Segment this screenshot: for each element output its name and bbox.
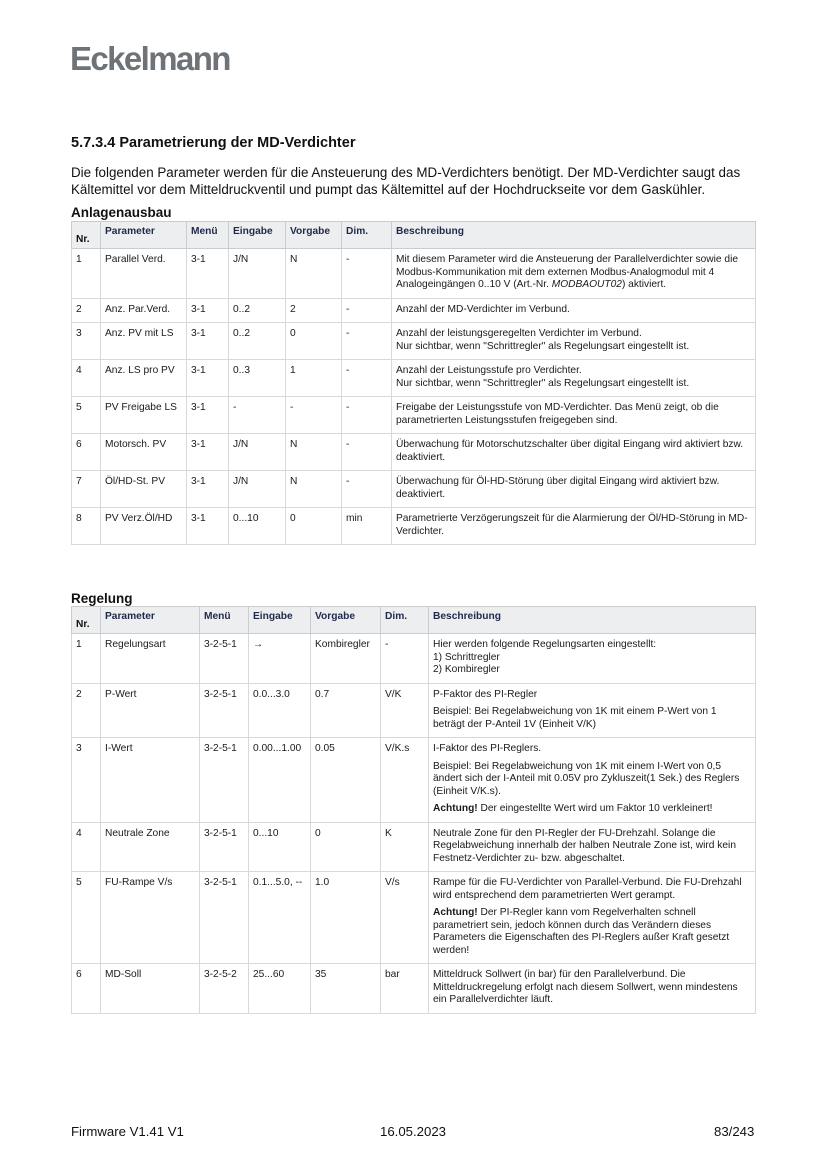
cell-dim: V/s: [381, 872, 429, 964]
anlagenausbau-table: [71, 221, 756, 545]
cell-default: 2: [286, 298, 342, 323]
warning-label: Achtung!: [433, 803, 478, 814]
cell-dim: -: [381, 634, 429, 684]
cell-description: [392, 397, 756, 434]
description-paragraph: [433, 743, 751, 756]
cell-input: J/N: [229, 249, 286, 299]
cell-menu: 3-2-5-1: [200, 822, 249, 872]
footer-page-number: 83/243: [714, 1124, 755, 1139]
header-parameter: Parameter: [101, 222, 187, 249]
description-text: Freigabe der Leistungsstufe von MD-Verdichter. Das Menü zeigt, ob die parametrierten Leistungsstufen freigegeben sind.: [396, 402, 719, 426]
header-menu: Menü: [187, 222, 229, 249]
cell-parameter: Öl/HD-St. PV: [101, 471, 187, 508]
description-text: Rampe für die FU-Verdichter von Parallel-Verbund. Die FU-Drehzahl wird entsprechend dem parametrierten Wert gerampt.: [433, 877, 742, 901]
header-parameter: Parameter: [101, 607, 200, 634]
cell-menu: 3-1: [187, 508, 229, 545]
cell-description: [429, 683, 756, 738]
cell-input: 0.0...3.0: [249, 683, 311, 738]
cell-dim: -: [342, 434, 392, 471]
cell-dim: -: [342, 298, 392, 323]
cell-dim: -: [342, 471, 392, 508]
cell-parameter: Anz. Par.Verd.: [101, 298, 187, 323]
cell-dim: V/K: [381, 683, 429, 738]
header-nr: Nr.: [72, 607, 101, 634]
company-logo: Eckelmann: [70, 40, 230, 77]
description-text: Anzahl der Leistungsstufe pro Verdichter. Nur sichtbar, wenn "Schrittregler" als Regelungsart eingestellt ist.: [396, 365, 690, 389]
description-text: Beispiel: Bei Regelabweichung von 1K mit einem P-Wert von 1 beträgt der P-Anteil 1V (Einheit V/K): [433, 706, 717, 730]
cell-dim: -: [342, 249, 392, 299]
cell-menu: 3-2-5-1: [200, 872, 249, 964]
cell-input: 0.1...5.0, --: [249, 872, 311, 964]
cell-parameter: I-Wert: [101, 738, 200, 823]
description-text: Parametrierte Verzögerungszeit für die Alarmierung der Öl/HD-Störung in MD-Verdichter.: [396, 513, 748, 537]
cell-menu: 3-1: [187, 397, 229, 434]
description-paragraph: [433, 639, 751, 677]
cell-nr: 4: [72, 360, 101, 397]
cell-parameter: Anz. LS pro PV: [101, 360, 187, 397]
header-dim: Dim.: [342, 222, 392, 249]
cell-parameter: Parallel Verd.: [101, 249, 187, 299]
cell-dim: min: [342, 508, 392, 545]
cell-dim: bar: [381, 964, 429, 1014]
cell-parameter: P-Wert: [101, 683, 200, 738]
cell-default: -: [286, 397, 342, 434]
table-row: [72, 822, 756, 872]
cell-nr: 6: [72, 434, 101, 471]
cell-menu: 3-2-5-1: [200, 738, 249, 823]
header-description: Beschreibung: [392, 222, 756, 249]
cell-default: 0.7: [311, 683, 381, 738]
description-paragraph: [433, 803, 751, 816]
table-row: [72, 249, 756, 299]
cell-input: 0.00...1.00: [249, 738, 311, 823]
cell-parameter: Motorsch. PV: [101, 434, 187, 471]
table-row: [72, 872, 756, 964]
cell-parameter: Neutrale Zone: [101, 822, 200, 872]
regelung-table: [71, 606, 756, 1014]
header-menu: Menü: [200, 607, 249, 634]
table-row: [72, 471, 756, 508]
warning-label: Achtung!: [433, 907, 478, 918]
description-paragraph: [396, 476, 751, 501]
description-paragraph: [396, 402, 751, 427]
header-dim: Dim.: [381, 607, 429, 634]
header-input: Eingabe: [249, 607, 311, 634]
description-paragraph: [396, 304, 751, 317]
description-text: Beispiel: Bei Regelabweichung von 1K mit einem I-Wert von 0,5 ändert sich der I-Anteil mit 0.05V pro Zykluszeit(1 Sek.) des Reglers (Einheit V/K.s).: [433, 760, 740, 797]
description-paragraph: [396, 365, 751, 390]
cell-input: 0...10: [249, 822, 311, 872]
cell-menu: 3-2-5-2: [200, 964, 249, 1014]
cell-description: [392, 508, 756, 545]
cell-nr: 7: [72, 471, 101, 508]
cell-input: →: [249, 634, 311, 684]
description-paragraph: [433, 828, 751, 866]
cell-description: [429, 872, 756, 964]
cell-default: N: [286, 249, 342, 299]
cell-input: J/N: [229, 471, 286, 508]
description-text: Neutrale Zone für den PI-Regler der FU-Drehzahl. Solange die Regelabweichung innerhalb der halben Neutrale Zone ist, wird kein Festnetz-Verdichter zu- bzw. abgeschaltet.: [433, 827, 736, 864]
cell-nr: 3: [72, 738, 101, 823]
cell-parameter: FU-Rampe V/s: [101, 872, 200, 964]
table-row: [72, 298, 756, 323]
cell-description: [392, 323, 756, 360]
section-heading: 5.7.3.4 Parametrierung der MD-Verdichter: [71, 135, 356, 151]
description-text: Der PI-Regler kann vom Regelverhalten schnell parametriert sein, jedoch können durch das Verändern dieses Parameters die Eigenschaften des PI-Reglers außer Kraft gesetzt werden!: [433, 907, 730, 956]
cell-input: J/N: [229, 434, 286, 471]
cell-dim: K: [381, 822, 429, 872]
header-input: Eingabe: [229, 222, 286, 249]
footer-firmware: Firmware V1.41 V1: [71, 1124, 184, 1139]
cell-input: -: [229, 397, 286, 434]
header-description: Beschreibung: [429, 607, 756, 634]
cell-dim: -: [342, 397, 392, 434]
cell-input: 25...60: [249, 964, 311, 1014]
cell-dim: -: [342, 360, 392, 397]
header-default: Vorgabe: [311, 607, 381, 634]
description-paragraph: [433, 689, 751, 702]
cell-default: 0: [286, 323, 342, 360]
anlagenausbau-title: Anlagenausbau: [71, 205, 172, 220]
cell-nr: 2: [72, 683, 101, 738]
description-text: I-Faktor des PI-Reglers.: [433, 743, 542, 754]
cell-description: [429, 964, 756, 1014]
header-default: Vorgabe: [286, 222, 342, 249]
table-row: [72, 964, 756, 1014]
cell-menu: 3-1: [187, 323, 229, 360]
cell-nr: 6: [72, 964, 101, 1014]
table-row: [72, 683, 756, 738]
cell-default: 35: [311, 964, 381, 1014]
cell-default: 1.0: [311, 872, 381, 964]
cell-menu: 3-1: [187, 360, 229, 397]
cell-description: [429, 822, 756, 872]
cell-default: N: [286, 471, 342, 508]
cell-description: [392, 360, 756, 397]
cell-default: Kombiregler: [311, 634, 381, 684]
footer-date: 16.05.2023: [380, 1124, 447, 1139]
cell-default: 0: [286, 508, 342, 545]
cell-input: 0..2: [229, 298, 286, 323]
description-paragraph: [396, 513, 751, 538]
cell-description: [392, 249, 756, 299]
description-text: P-Faktor des PI-Regler: [433, 688, 538, 700]
description-text: Überwachung für Öl-HD-Störung über digital Eingang wird aktiviert bzw. deaktiviert.: [396, 476, 720, 500]
cell-parameter: Regelungsart: [101, 634, 200, 684]
cell-input: 0...10: [229, 508, 286, 545]
description-text: Der eingestellte Wert wird um Faktor 10 verkleinert!: [477, 803, 713, 814]
cell-description: [392, 434, 756, 471]
cell-nr: 4: [72, 822, 101, 872]
cell-menu: 3-2-5-1: [200, 683, 249, 738]
cell-menu: 3-1: [187, 249, 229, 299]
cell-nr: 5: [72, 397, 101, 434]
cell-default: 0.05: [311, 738, 381, 823]
table-header-row: [72, 222, 756, 249]
table-row: [72, 738, 756, 823]
cell-dim: V/K.s: [381, 738, 429, 823]
table-row: [72, 360, 756, 397]
cell-description: [429, 738, 756, 823]
cell-default: 1: [286, 360, 342, 397]
cell-description: [392, 471, 756, 508]
cell-dim: -: [342, 323, 392, 360]
cell-parameter: PV Verz.Öl/HD: [101, 508, 187, 545]
description-paragraph: [433, 706, 751, 731]
header-nr: Nr.: [72, 222, 101, 249]
cell-menu: 3-1: [187, 434, 229, 471]
intro-paragraph: Die folgenden Parameter werden für die Ansteuerung des MD-Verdichters benötigt. Der MD-Verdichter saugt das Kältemittel vor dem Mitteldruckventil und pumpt das Kältemittel auf der Hochdruckseite vor dem Gaskühler.: [71, 165, 741, 197]
table-header-row: [72, 607, 756, 634]
cell-parameter: PV Freigabe LS: [101, 397, 187, 434]
cell-description: [429, 634, 756, 684]
cell-nr: 1: [72, 634, 101, 684]
description-text: Überwachung für Motorschutzschalter über digital Eingang wird aktiviert bzw. deaktiviert.: [396, 439, 744, 463]
regelung-title: Regelung: [71, 591, 133, 606]
table-row: [72, 397, 756, 434]
cell-default: N: [286, 434, 342, 471]
cell-nr: 3: [72, 323, 101, 360]
table-row: [72, 323, 756, 360]
description-text: ) aktiviert.: [621, 279, 667, 290]
table-row: [72, 508, 756, 545]
cell-nr: 8: [72, 508, 101, 545]
description-paragraph: [396, 328, 751, 353]
description-text: Mitteldruck Sollwert (in bar) für den Parallelverbund. Die Mitteldruckregelung erfolgt nach diesem Sollwert, wenn mindestens ein Parallelverdichter läuft.: [433, 969, 738, 1005]
cell-nr: 2: [72, 298, 101, 323]
cell-nr: 1: [72, 249, 101, 299]
article-number: MODBAOUT02: [551, 279, 622, 290]
description-paragraph: [396, 254, 751, 292]
description-paragraph: [433, 907, 751, 957]
table-row: [72, 434, 756, 471]
cell-menu: 3-2-5-1: [200, 634, 249, 684]
cell-input: 0..2: [229, 323, 286, 360]
description-text: Anzahl der MD-Verdichter im Verbund.: [396, 303, 570, 315]
description-paragraph: [396, 439, 751, 464]
cell-menu: 3-1: [187, 298, 229, 323]
cell-nr: 5: [72, 872, 101, 964]
cell-menu: 3-1: [187, 471, 229, 508]
cell-parameter: MD-Soll: [101, 964, 200, 1014]
description-text: Anzahl der leistungsgeregelten Verdichter im Verbund. Nur sichtbar, wenn "Schrittregler" als Regelungsart eingestellt ist.: [396, 328, 690, 352]
cell-input: 0..3: [229, 360, 286, 397]
description-text: Mit diesem Parameter wird die Ansteuerung der Parallelverdichter sowie die Modbus-Kommunikation mit dem externen Modbus-Analogmodul mit 4 Analogeingängen 0..10 V (Art.-Nr.: [396, 254, 739, 290]
cell-description: [392, 298, 756, 323]
description-paragraph: [433, 877, 751, 902]
cell-default: 0: [311, 822, 381, 872]
description-paragraph: [433, 761, 751, 799]
description-paragraph: [433, 969, 751, 1007]
description-text: Hier werden folgende Regelungsarten eingestellt: 1) Schrittregler 2) Kombiregler: [433, 639, 657, 675]
cell-parameter: Anz. PV mit LS: [101, 323, 187, 360]
table-row: [72, 634, 756, 684]
